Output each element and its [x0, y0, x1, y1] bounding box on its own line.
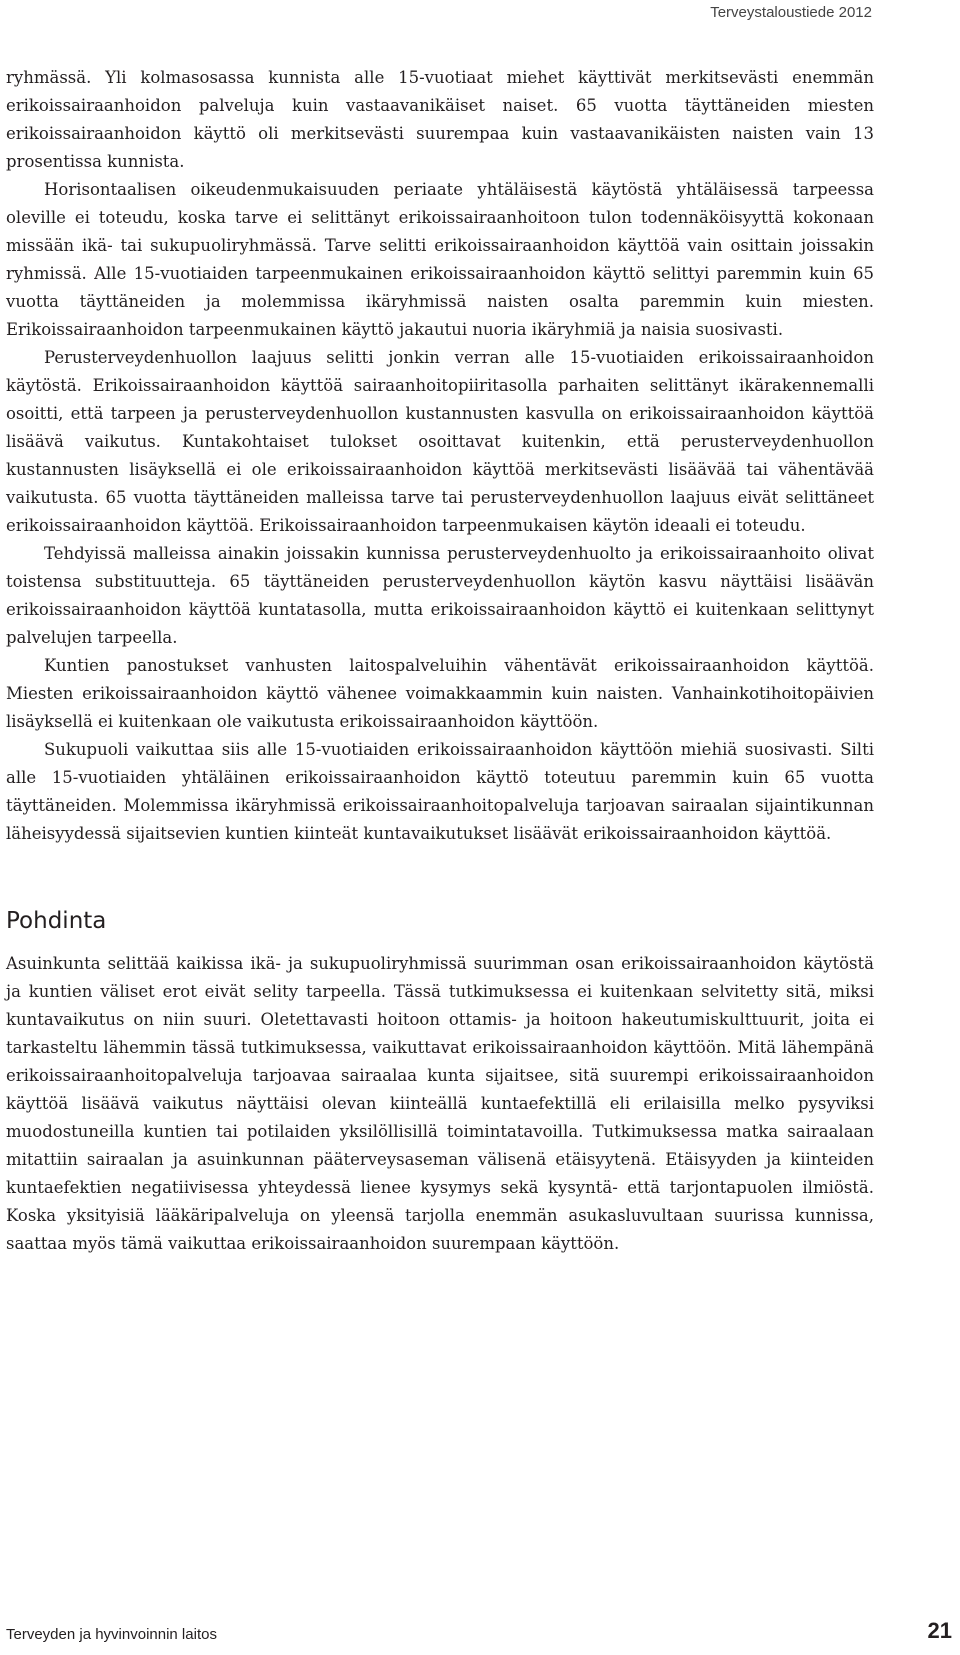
section-heading: Pohdinta [6, 908, 107, 934]
paragraph-substitutes: Tehdyissä malleissa ainakin joissakin kunnissa perusterveydenhuolto ja erikoissairaanhoito olivat toistensa substituutteja. 65 täyttäneiden perusterveydenhuollon käytön kasvu näyttäisi lisäävän erikoissairaanhoidon käyttöä kuntatasolla, mutta erikoissairaanhoidon käyttö ei kuitenkaan selittynyt palvelujen tarpeella. [6, 544, 874, 647]
page-body [6, 64, 874, 1258]
page-number: 21 [927, 1618, 952, 1643]
footer-publisher: Terveyden ja hyvinvoinnin laitos [6, 1626, 217, 1643]
paragraph-gender-effect: Sukupuoli vaikuttaa siis alle 15-vuotiaiden erikoissairaanhoidon käyttöön miehiä suosivasti. Silti alle 15-vuotiaiden yhtäläinen erikoissairaanhoidon käyttö toteutuu paremmin kuin 65 vuotta täyttäneiden. Molemmissa ikäryhmissä erikoissairaanhoitopalveluja tarjoavan sairaalan sijaintikunnan läheisyydessä sijaitsevien kuntien kiinteät kuntavaikutukset lisäävät erikoissairaanhoidon käyttöä. [6, 740, 874, 843]
paragraph-institutional-care: Kuntien panostukset vanhusten laitospalveluihin vähentävät erikoissairaanhoidon käyttöä. Miesten erikoissairaanhoidon käyttö vähenee voimakkaammin kuin naisten. Vanhainkotihoitopäivien lisäyksellä ei kuitenkaan ole vaikutusta erikoissairaanhoidon käyttöön. [6, 656, 874, 731]
paragraph-primary-care-scope: Perusterveydenhuollon laajuus selitti jonkin verran alle 15-vuotiaiden erikoissairaanhoidon käytöstä. Erikoissairaanhoidon käyttöä sairaanhoitopiiritasolla parhaiten selittänyt ikärakennemalli osoitti, että tarpeen ja perusterveydenhuollon kustannusten kasvulla on erikoissairaanhoidon käyttöä lisäävä vaikutus. Kuntakohtaiset tulokset osoittavat kuitenkin, että perusterveydenhuollon kustannusten lisäyksellä ei ole erikoissairaanhoidon käyttöä merkitsevästi lisäävää tai vähentävää vaikutusta. 65 vuotta täyttäneiden malleissa tarve tai perusterveydenhuollon laajuus eivät selittäneet erikoissairaanhoidon käyttöä. Erikoissairaanhoidon tarpeenmukaisen käytön ideaali ei toteudu. [6, 348, 874, 535]
running-title: Terveystaloustiede 2012 [710, 4, 872, 21]
paragraph-discussion: Asuinkunta selittää kaikissa ikä- ja sukupuoliryhmissä suurimman osan erikoissairaanhoidon käytöstä ja kuntien väliset erot eivät selity tarpeella. Tässä tutkimuksessa ei kuitenkaan selvitetty sitä, miksi kuntavaikutus on niin suuri. Oletettavasti hoitoon ottamis- ja hoitoon hakeutumiskulttuurit, joita ei tarkasteltu lähemmin tässä tutkimuksessa, vaikuttavat erikoissairaanhoidon käyttöön. Mitä lähempänä erikoissairaanhoitopalveluja tarjoavaa sairaalaa kunta sijaitsee, sitä suurempi erikoissairaanhoidon käyttöä lisäävä vaikutus näyttäisi olevan kiinteällä kuntaefektillä eli erilaisilla melko pysyviksi muodostuneilla kuntien tai potilaiden yksilöllisillä toimintatavoilla. Tutkimuksessa matka sairaalaan mitattiin sairaalan ja asuinkunnan pääterveysaseman välisenä etäisyytenä. Etäisyyden ja kiinteiden kuntaefektien negatiivisessa yhteydessä lienee kysymys sekä kysyntä- että tarjontapuolen ilmiöstä. Koska yksityisiä lääkäripalveluja on yleensä tarjolla enemmän asukasluvultaan suurissa kunnissa, saattaa myös tämä vaikuttaa erikoissairaanhoidon suurempaan käyttöön. [6, 954, 874, 1253]
paragraph-continuation: ryhmässä. Yli kolmasosassa kunnista alle 15-vuotiaat miehet käyttivät merkitsevästi enemmän erikoissairaanhoidon palveluja kuin vastaavanikäiset naiset. 65 vuotta täyttäneiden miesten erikoissairaanhoidon käyttö oli merkitsevästi suurempaa kuin vastaavanikäisten naisten vain 13 prosentissa kunnista. [6, 68, 874, 171]
paragraph-horizontal-equity: Horisontaalisen oikeudenmukaisuuden periaate yhtäläisestä käytöstä yhtäläisessä tarpeessa oleville ei toteudu, koska tarve ei selittänyt erikoissairaanhoitoon tulon todennäköisyyttä kokonaan missään ikä- tai sukupuoliryhmässä. Tarve selitti erikoissairaanhoidon käyttöä vain osittain joissakin ryhmissä. Alle 15-vuotiaiden tarpeenmukainen erikoissairaanhoidon käyttö selittyi paremmin kuin 65 vuotta täyttäneiden ja molemmissa ikäryhmissä naisten osalta paremmin kuin miesten. Erikoissairaanhoidon tarpeenmukainen käyttö jakautui nuoria ikäryhmiä ja naisia suosivasti. [6, 180, 874, 339]
